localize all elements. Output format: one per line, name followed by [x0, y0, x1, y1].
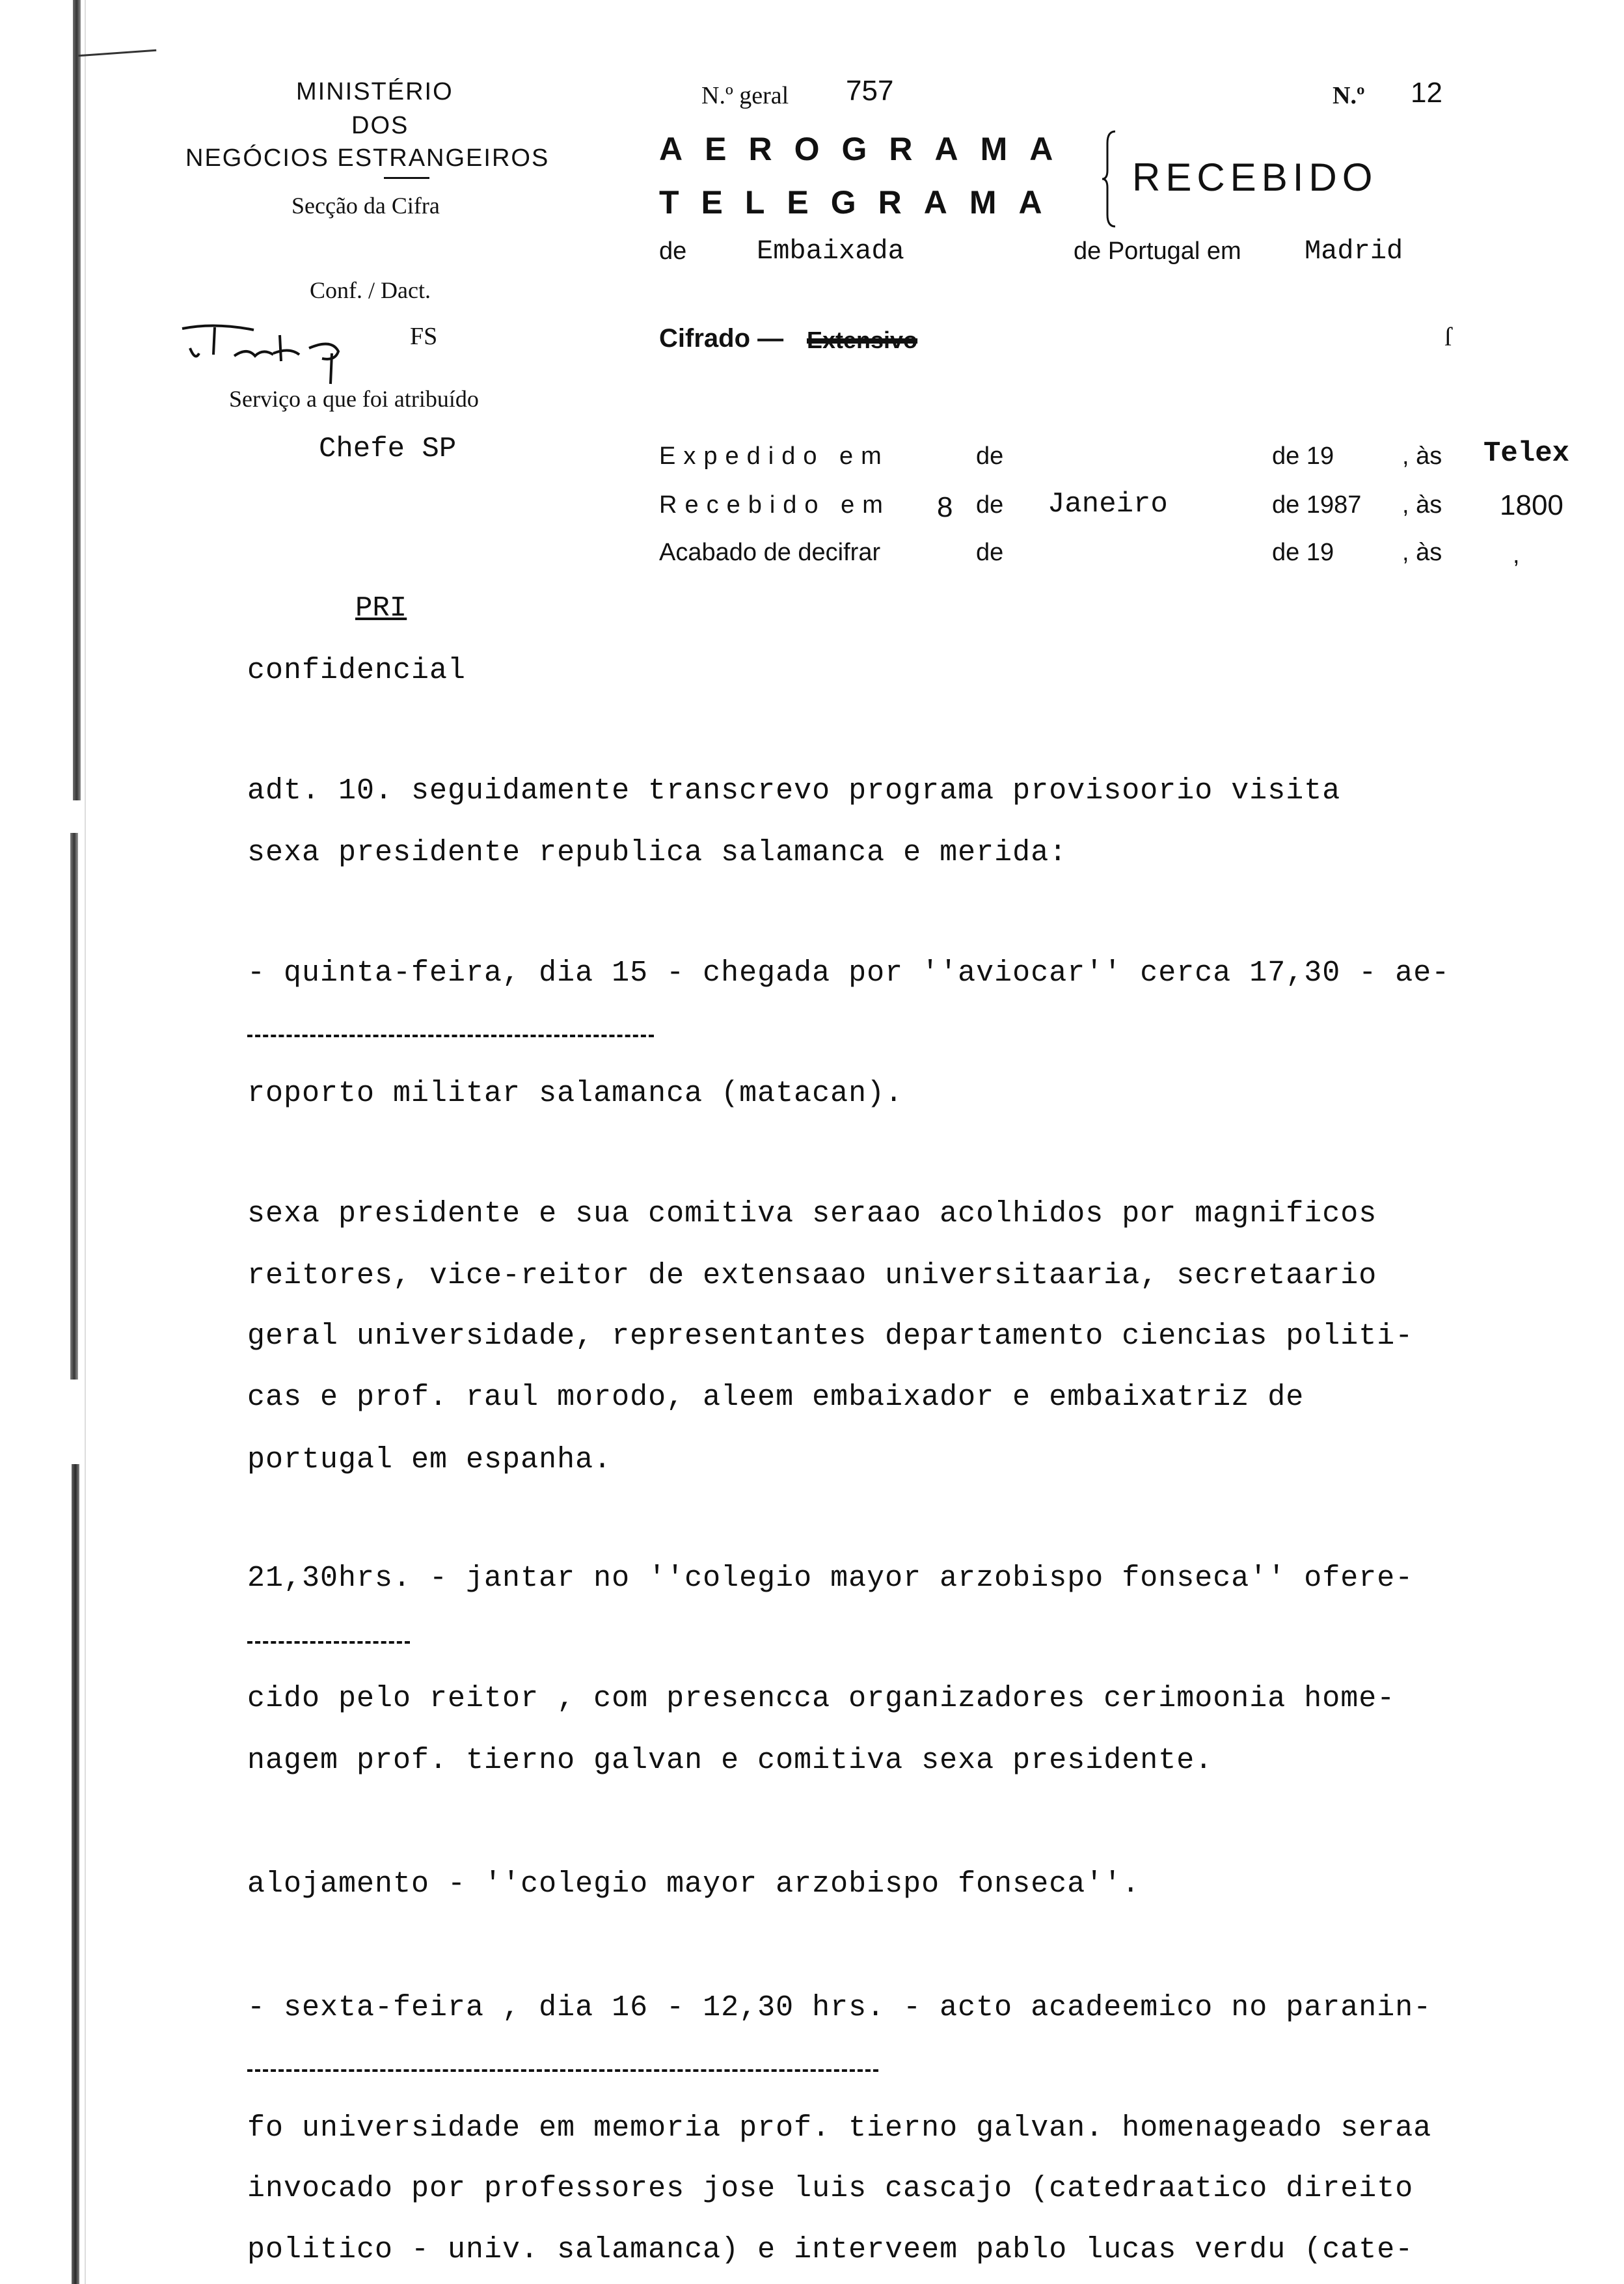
deciphered-label: Acabado de decifrar — [659, 539, 881, 566]
body-line: alojamento - ''colegio mayor arzobispo fonseca''. — [247, 1868, 1141, 1901]
dispatched-year: de 19 — [1272, 442, 1334, 470]
general-number-label: N.º geral — [701, 82, 789, 109]
dispatched-value: Telex — [1483, 437, 1570, 470]
ministry-name-line3: NEGÓCIOS ESTRANGEIROS — [185, 144, 550, 172]
from-value: Embaixada — [757, 236, 904, 267]
ministry-name-line2: DOS — [351, 112, 409, 139]
cipher-label: Cifrado — — [659, 324, 784, 353]
service-value: Chefe SP — [319, 433, 457, 465]
body-line: reitores, vice-reitor de extensaao universitaaria, secretaario — [247, 1259, 1377, 1292]
number-label: N.º — [1333, 82, 1365, 109]
conf-dact-label: Conf. / Dact. — [310, 277, 431, 303]
general-number-value: 757 — [846, 75, 894, 107]
scan-edge-shadow — [70, 833, 78, 1380]
deciphered-as: , às — [1402, 539, 1442, 566]
from-city: Madrid — [1305, 236, 1403, 267]
body-line: - quinta-feira, dia 15 - chegada por ''aviocar'' cerca 17,30 - ae- — [247, 957, 1450, 990]
received-year: de 1987 — [1272, 491, 1362, 519]
priority-marker: PRI — [355, 592, 407, 625]
ministry-name-line1: MINISTÉRIO — [296, 78, 453, 105]
body-line: adt. 10. seguidamente transcrevo programa provisoorio visita — [247, 774, 1341, 808]
scan-edge-line — [85, 0, 86, 2284]
body-line: roporto militar salamanca (matacan). — [247, 1077, 904, 1110]
received-time: 1800 — [1500, 489, 1563, 521]
type-telegrama: TELEGRAMA — [659, 184, 1064, 221]
body-line: politico - univ. salamanca) e interveem pablo lucas verdu (cate- — [247, 2233, 1414, 2266]
received-day: 8 — [937, 491, 953, 523]
typist-initials: FS — [410, 323, 438, 350]
scan-edge-shadow — [73, 0, 81, 800]
deciphered-de: de — [976, 539, 1004, 566]
received-month: Janeiro — [1048, 488, 1168, 521]
received-as: , às — [1402, 491, 1442, 519]
body-line: nagem prof. tierno galvan e comitiva sexa presidente. — [247, 1744, 1213, 1777]
received-de: de — [976, 491, 1004, 519]
tick-mark: ſ — [1444, 322, 1452, 351]
from-country-label: de Portugal em — [1074, 238, 1241, 265]
dashed-underline — [247, 1035, 654, 1037]
deciphered-year: de 19 — [1272, 539, 1334, 566]
deciphered-comma: , — [1513, 541, 1520, 569]
type-aerograma: AEROGRAMA — [659, 131, 1076, 167]
from-label: de — [659, 238, 687, 265]
body-line: portugal em espanha. — [247, 1443, 612, 1476]
body-line: 21,30hrs. - jantar no ''colegio mayor arzobispo fonseca'' ofere- — [247, 1562, 1414, 1595]
service-label: Serviço a que foi atribuído — [229, 386, 479, 412]
body-line: cas e prof. raul morodo, aleem embaixador e embaixatriz de — [247, 1381, 1305, 1414]
classification: confidencial — [247, 654, 467, 687]
dispatched-de: de — [976, 442, 1004, 470]
bracket — [1101, 130, 1118, 228]
body-line: geral universidade, representantes departamento ciencias politi- — [247, 1320, 1414, 1353]
corner-mark — [78, 43, 157, 57]
section-name: Secção da Cifra — [291, 193, 440, 219]
scan-edge-shadow — [72, 1464, 79, 2284]
handwritten-signature — [176, 316, 390, 387]
body-line: invocado por professores jose luis cascajo (catedraatico direito — [247, 2172, 1414, 2205]
status-recebido: RECEBIDO — [1132, 156, 1378, 199]
dashed-underline — [247, 2069, 878, 2072]
divider — [384, 177, 429, 179]
dispatched-label: Expedido em — [659, 442, 889, 470]
body-line: sexa presidente e sua comitiva seraao acolhidos por magnificos — [247, 1197, 1377, 1230]
received-label: Recebido em — [659, 491, 891, 519]
body-line: cido pelo reitor , com presencca organizadores cerimoonia home- — [247, 1682, 1396, 1715]
body-line: - sexta-feira , dia 16 - 12,30 hrs. - acto acadeemico no paranin- — [247, 1991, 1432, 2024]
body-line: fo universidade em memoria prof. tierno galvan. homenageado seraa — [247, 2112, 1432, 2145]
number-value: 12 — [1411, 77, 1442, 109]
dashed-underline — [247, 1641, 410, 1644]
body-line: sexa presidente republica salamanca e merida: — [247, 836, 1068, 869]
cipher-struck-option: Extensivo — [807, 327, 918, 353]
dispatched-as: , às — [1402, 442, 1442, 470]
